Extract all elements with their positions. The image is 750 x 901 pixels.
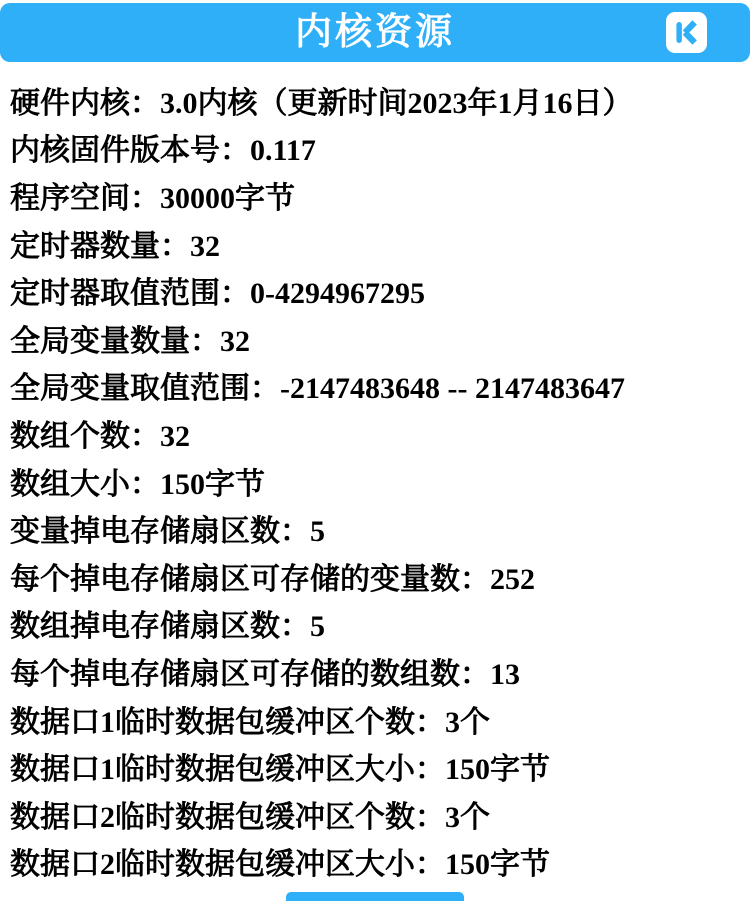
home-indicator [286,892,464,901]
info-line: 数组掉电存储扇区数：5 [10,610,325,644]
info-line: 内核固件版本号：0.117 [10,134,316,168]
info-line: 数据口1临时数据包缓冲区个数：3个 [10,705,490,739]
info-line: 数组大小：150字节 [10,467,265,501]
info-line: 数据口2临时数据包缓冲区个数：3个 [10,800,490,834]
info-line: 变量掉电存储扇区数：5 [10,515,325,549]
info-line: 每个掉电存储扇区可存储的变量数：252 [10,562,535,596]
k-logo-icon [671,17,702,48]
kernel-info-list [0,76,750,885]
info-line: 数组个数：32 [10,419,190,453]
page-title: 内核资源 [295,12,455,53]
info-line: 全局变量取值范围：-2147483648 -- 2147483647 [10,372,625,406]
header-bar [0,3,750,62]
info-line: 数据口1临时数据包缓冲区大小：150字节 [10,753,550,787]
app-logo-button[interactable] [666,12,707,53]
info-line: 数据口2临时数据包缓冲区大小：150字节 [10,848,550,882]
info-line: 定时器取值范围：0-4294967295 [10,277,425,311]
info-line: 硬件内核：3.0内核（更新时间2023年1月16日） [10,86,633,120]
info-line: 定时器数量：32 [10,229,220,263]
info-line: 每个掉电存储扇区可存储的数组数：13 [10,657,520,691]
info-line: 全局变量数量：32 [10,324,250,358]
info-line: 程序空间：30000字节 [10,181,295,215]
